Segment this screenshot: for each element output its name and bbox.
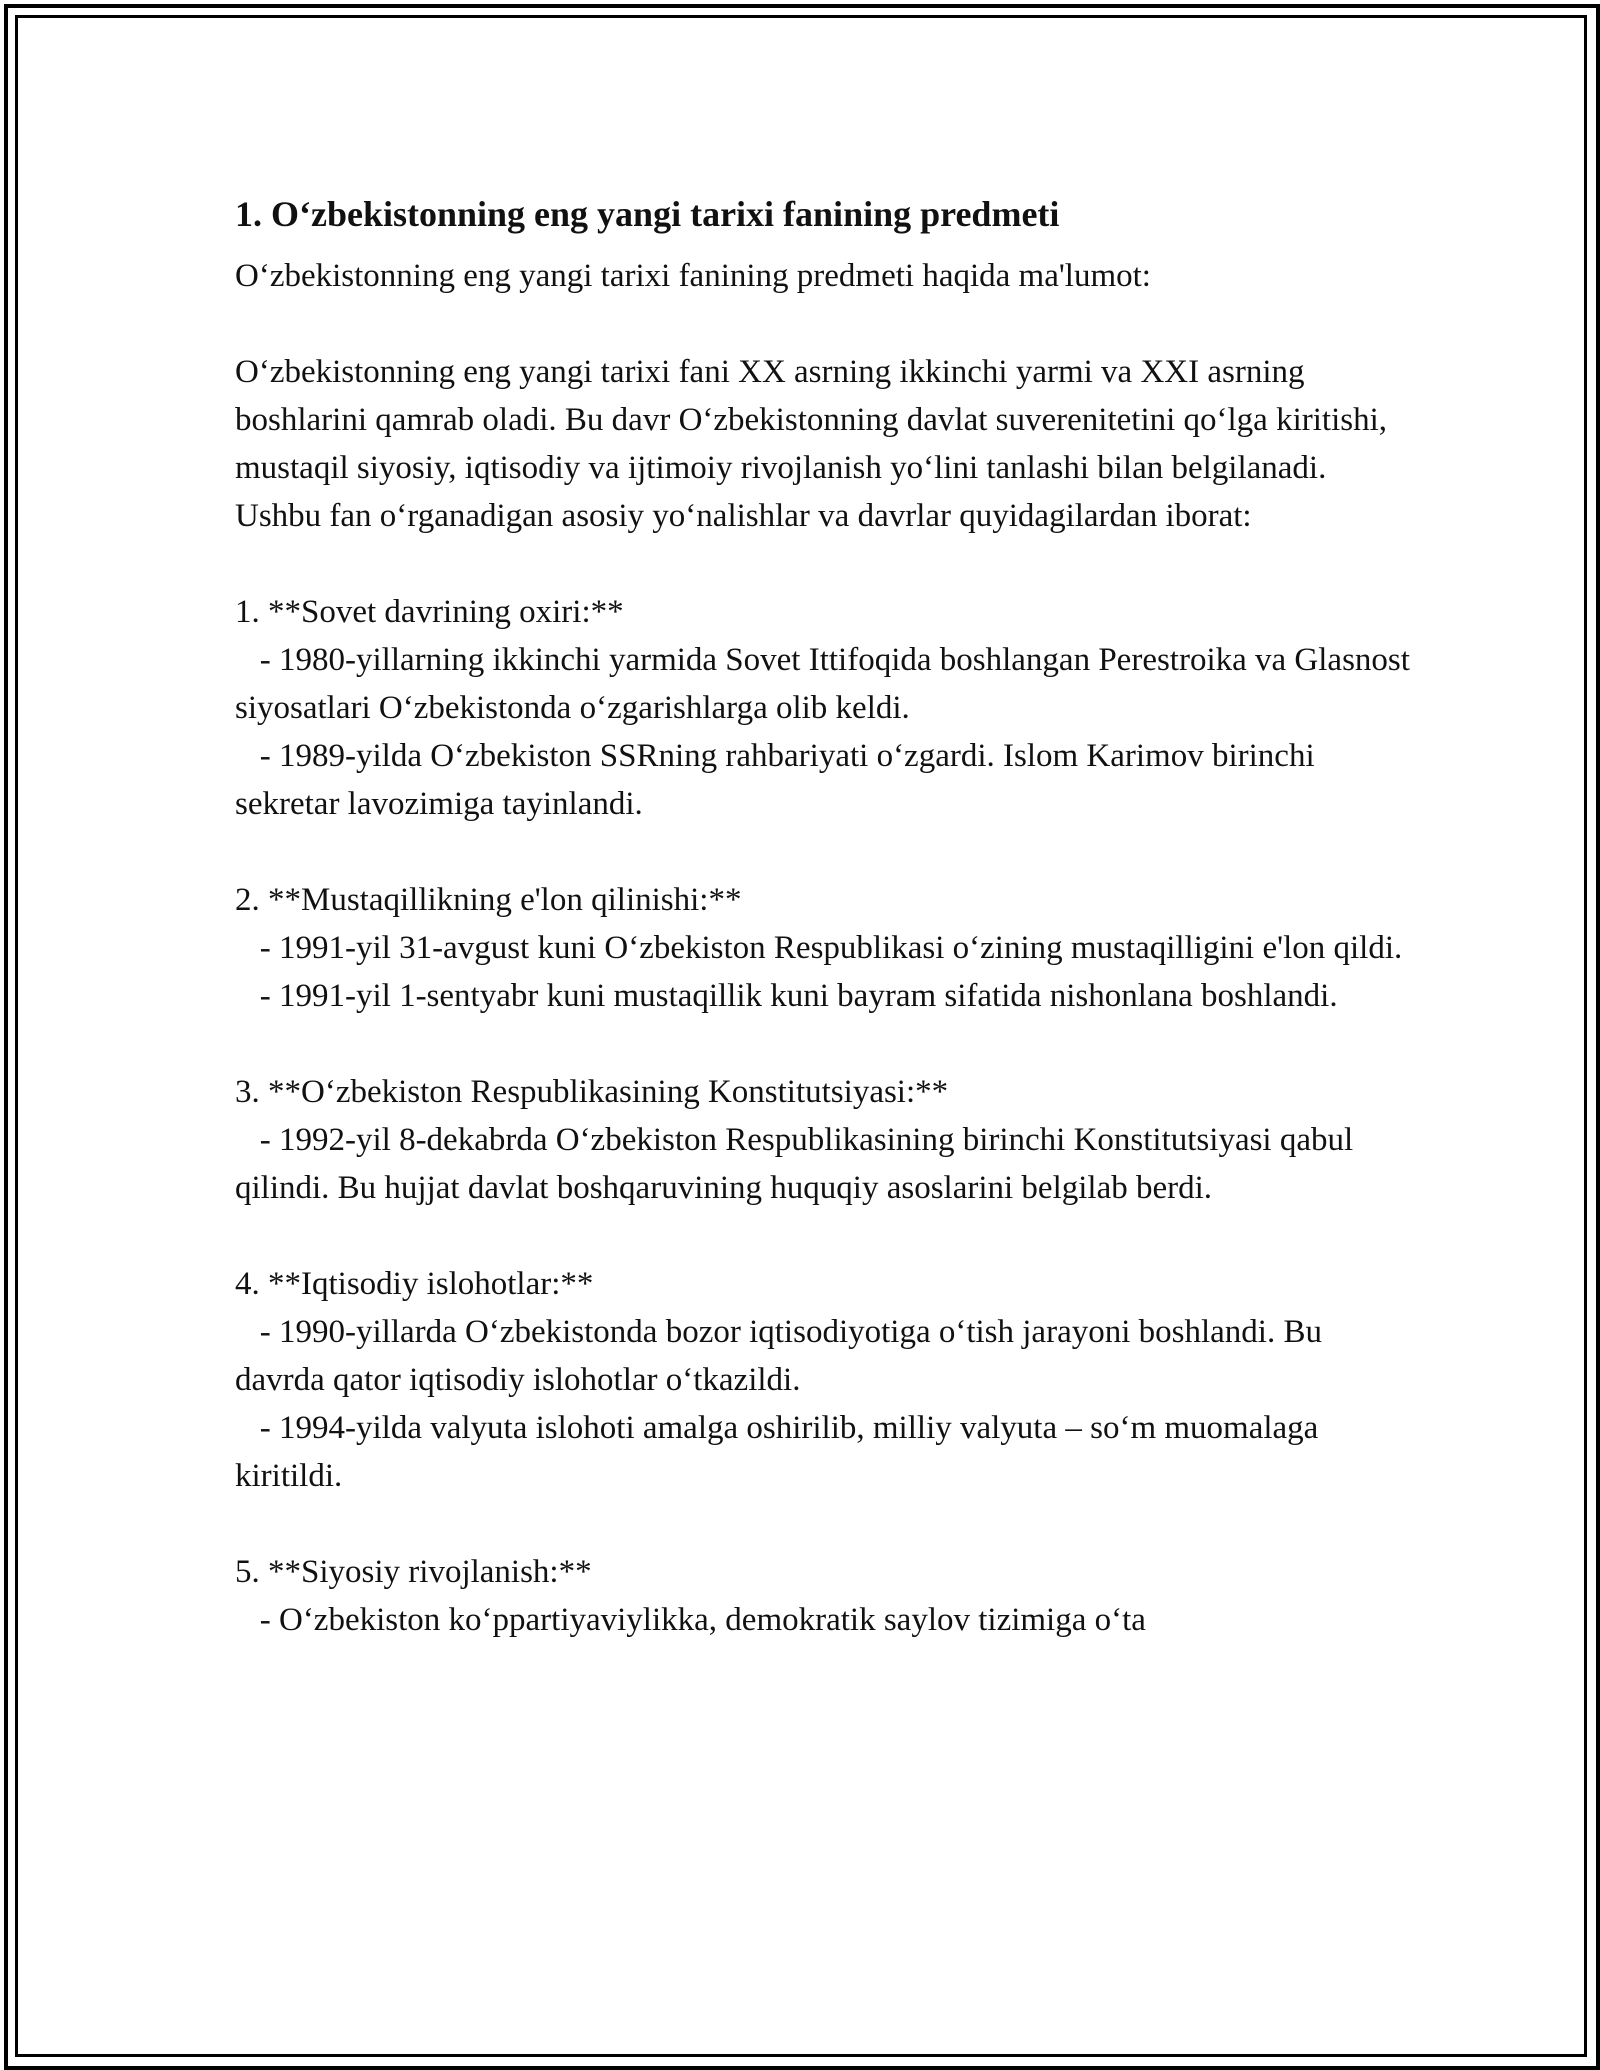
document-heading: 1. O‘zbekistonning eng yangi tarixi fanining predmeti <box>235 194 1060 234</box>
section-bullet: - 1991-yil 31-avgust kuni O‘zbekiston Respublikasi o‘zining mustaqilligini e'lon qildi. <box>259 930 1403 966</box>
intro-text: O‘zbekistonning eng yangi tarixi fanining predmeti haqida ma'lumot: <box>235 258 1151 294</box>
section-bullet: - 1991-yil 1-sentyabr kuni mustaqillik kuni bayram sifatida nishonlana boshlandi. <box>259 978 1338 1014</box>
section-bullet: - 1980-yillarning ikkinchi yarmida Sovet Ittifoqida boshlangan Perestroika va Glasnost siyosatlari O‘zbekistonda o‘zgarishlarga olib keldi. <box>235 642 1410 726</box>
section-title: 5. **Siyosiy rivojlanish:** <box>235 1554 592 1590</box>
section-constitution <box>235 1068 1415 1212</box>
document-body <box>235 188 1415 1644</box>
section-title: 2. **Mustaqillikning e'lon qilinishi:** <box>235 882 742 918</box>
section-soviet-period <box>235 588 1415 828</box>
section-bullet: - 1992-yil 8-dekabrda O‘zbekiston Respublikasining birinchi Konstitutsiyasi qabul qilindi. Bu hujjat davlat boshqaruvining huquqiy asoslarini belgilab berdi. <box>235 1122 1354 1206</box>
section-political-development <box>235 1548 1415 1644</box>
section-bullet: - 1990-yillarda O‘zbekistonda bozor iqtisodiyotiga o‘tish jarayoni boshlandi. Bu davrda qator iqtisodiy islohotlar o‘tkazildi. <box>235 1314 1322 1398</box>
section-bullet: - O‘zbekiston ko‘ppartiyaviylikka, demokratik saylov tizimiga o‘ta <box>259 1602 1146 1638</box>
section-economic-reforms <box>235 1260 1415 1500</box>
section-title: 4. **Iqtisodiy islohotlar:** <box>235 1266 594 1302</box>
section-bullet: - 1989-yilda O‘zbekiston SSRning rahbariyati o‘zgardi. Islom Karimov birinchi sekretar lavozimiga tayinlandi. <box>235 738 1315 822</box>
section-independence <box>235 876 1415 1020</box>
section-title: 1. **Sovet davrining oxiri:** <box>235 594 624 630</box>
overview-paragraph: O‘zbekistonning eng yangi tarixi fani XX asrning ikkinchi yarmi va XXI asrning boshlarini qamrab oladi. Bu davr O‘zbekistonning davlat suverenitetini qo‘lga kiritishi, mustaqil siyosiy, iqtisodiy va ijtimoiy rivojlanish yo‘lini tanlashi bilan belgilanadi. Ushbu fan o‘rganadigan asosiy yo‘nalishlar va davrlar quyidagilardan iborat: <box>235 354 1388 534</box>
section-bullet: - 1994-yilda valyuta islohoti amalga oshirilib, milliy valyuta – so‘m muomalaga kiritildi. <box>235 1410 1319 1494</box>
section-title: 3. **O‘zbekiston Respublikasining Konstitutsiyasi:** <box>235 1074 949 1110</box>
